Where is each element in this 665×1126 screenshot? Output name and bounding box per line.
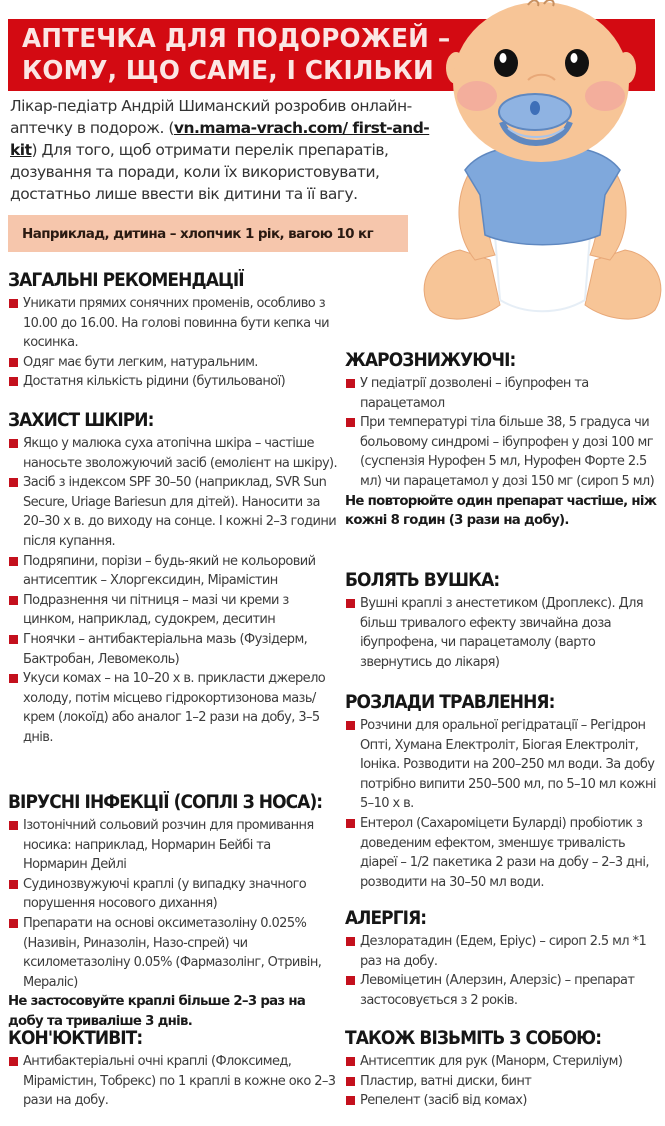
bullet-square-icon xyxy=(346,721,355,730)
example-banner-text: Наприклад, дитина – хлопчик 1 рік, вагою 10 кг xyxy=(22,225,374,242)
kit-link[interactable]: vn.mama-vrach.com/ first-and-kit xyxy=(10,119,430,159)
bullet-square-icon xyxy=(346,937,355,946)
warning-note: Не застосовуйте краплі більше 2–3 раз на добу та триваліше 3 днів. xyxy=(8,994,306,1029)
intro-text-before: Лікар-педіатр Андрій Шиманский розробив онлайн-аптечку в подорож. ( xyxy=(10,97,412,137)
list-item: Ентерол (Сахароміцети Буларді) пробіотик з доведеним ефектом, зменшує тривалість діареї – 1/2 пакетика 2 рази на добу – 2–3 дні, розводити на 30–50 мл води. xyxy=(345,814,660,892)
section-title: ЖАРОЗНИЖУЮЧІ: xyxy=(345,350,516,371)
list-item: Препарати на основі оксиметазоліну 0.025% (Називін, Риназолін, Назо-спрей) чи ксилометазоліну 0.05% (Фармазолінг, Отривін, Мераліс) xyxy=(8,914,338,992)
bullet-square-icon xyxy=(346,819,355,828)
section-general xyxy=(8,270,338,392)
section-title: БОЛЯТЬ ВУШКА: xyxy=(345,570,500,591)
bullet-square-icon xyxy=(9,377,18,386)
list-item: Одяг має бути легким, натуральним. xyxy=(8,353,338,373)
section-antipyretic xyxy=(345,350,660,531)
list-item: Левоміцетин (Алерзин, Алерзіс) – препарат застосовується з 2 років. xyxy=(345,971,660,1010)
left-column xyxy=(8,0,338,1126)
right-column xyxy=(345,0,660,1126)
section-title: ЗАХИСТ ШКІРИ: xyxy=(8,410,154,431)
bullet-square-icon xyxy=(9,299,18,308)
list-item: Укуси комах – на 10–20 х в. прикласти джерело холоду, потім місцево гідрокортизонова мазь/крем (локоїд) або аналог 1–2 рази на добу, 3–5 днів. xyxy=(8,669,338,747)
list-item: Якщо у малюка суха атопічна шкіра – частіше наносьте зволожуючий засіб (емолієнт на шкіру). xyxy=(8,434,338,473)
list-item: Уникати прямих сонячних променів, особливо з 10.00 до 16.00. На голові повинна бути кепка чи косинка. xyxy=(8,294,338,353)
section-conjunctivitis xyxy=(8,1028,338,1111)
warning-note: Не повторюйте один препарат частіше, ніж кожні 8 годин (3 рази на добу). xyxy=(345,493,657,529)
list-item: Пластир, ватні диски, бинт xyxy=(345,1072,660,1092)
section-ears xyxy=(345,570,660,672)
list-item: Засіб з індексом SPF 30–50 (наприклад, SVR Sun Secure, Uriage Bariesun для дітей). Наносити за 20–30 х в. до виходу на сонце. І кожні 2–3 години після купання. xyxy=(8,473,338,551)
list-item: Вушні краплі з анестетиком (Дроплекс). Для більш тривалого ефекту звичайна доза ібупрофена, чи парацетамолу (варто звернутись до лікаря) xyxy=(345,594,660,672)
section-digestion xyxy=(345,692,660,892)
list-item: Репелент (засіб від комах) xyxy=(345,1091,660,1111)
section-title: ЗАГАЛЬНІ РЕКОМЕНДАЦІЇ xyxy=(8,270,244,291)
section-allergy xyxy=(345,908,660,1010)
list-item: Антибактеріальні очні краплі (Флоксимед, Мірамістин, Тобрекс) по 1 краплі в кожне око 2–3 рази на добу. xyxy=(8,1052,338,1111)
list-item: Антисептик для рук (Манорм, Стериліум) xyxy=(345,1052,660,1072)
section-title: ВІРУСНІ ІНФЕКЦІЇ (СОПЛІ З НОСА): xyxy=(8,792,323,813)
page-title-line-1: АПТЕЧКА ДЛЯ ПОДОРОЖЕЙ – xyxy=(22,24,451,54)
section-skin xyxy=(8,410,338,748)
bullet-square-icon xyxy=(9,478,18,487)
bullet-square-icon xyxy=(346,1057,355,1066)
list-item: При температурі тіла більше 38, 5 градуса чи больовому синдромі – ібупрофен у дозі 100 мг (суспензія Нурофен 5 мл, Нурофен Форте 2.5 мл) чи парацетамол у дозі 150 мг (сироп 5 мл) xyxy=(345,413,660,491)
list-item: Судинозвужуючі краплі (у випадку значного порушення носового дихання) xyxy=(8,875,338,914)
list-item: У педіатрії дозволені – ібупрофен та парацетамол xyxy=(345,374,660,413)
section-title: КОН'ЮКТИВІТ: xyxy=(8,1028,143,1049)
bullet-square-icon xyxy=(9,439,18,448)
list-item: Розчини для оральної регідратації – Регідрон Опті, Хумана Електроліт, Біогая Електроліт, Іоніка. Розводити на 200–250 мл води. За добу потрібно випити 250–500 мл, по 5–10 мл кожні 5–10 х в. xyxy=(345,716,660,814)
bullet-square-icon xyxy=(9,919,18,928)
intro-text-after: ) Для того, щоб отримати перелік препаратів, дозування та поради, коли їх використовувати, достатньо лише ввести вік дитини та її вагу. xyxy=(10,141,389,203)
section-also-take xyxy=(345,1028,660,1111)
bullet-square-icon xyxy=(9,358,18,367)
bullet-square-icon xyxy=(346,976,355,985)
bullet-square-icon xyxy=(9,635,18,644)
list-item: Гноячки – антибактеріальна мазь (Фузідерм, Бактробан, Левомеколь) xyxy=(8,630,338,669)
section-title: ТАКОЖ ВІЗЬМІТЬ З СОБОЮ: xyxy=(345,1028,602,1049)
bullet-square-icon xyxy=(9,674,18,683)
section-title: АЛЕРГІЯ: xyxy=(345,908,427,929)
bullet-square-icon xyxy=(9,557,18,566)
bullet-square-icon xyxy=(346,599,355,608)
section-viral xyxy=(8,792,338,1032)
bullet-square-icon xyxy=(346,379,355,388)
section-title: РОЗЛАДИ ТРАВЛЕННЯ: xyxy=(345,692,555,713)
list-item: Подразнення чи пітниця – мазі чи креми з цинком, наприклад, судокрем, деситин xyxy=(8,591,338,630)
bullet-square-icon xyxy=(346,1077,355,1086)
list-item: Достатня кількість рідини (бутильованої) xyxy=(8,372,338,392)
bullet-square-icon xyxy=(346,1096,355,1105)
list-item: Подряпини, порізи – будь-який не кольоровий антисептик – Хлоргексидин, Мірамістин xyxy=(8,552,338,591)
bullet-square-icon xyxy=(9,821,18,830)
bullet-square-icon xyxy=(346,418,355,427)
list-item: Ізотонічний сольовий розчин для промивання носика: наприклад, Нормарин Бейбі та Нормарин Дейлі xyxy=(8,816,338,875)
bullet-square-icon xyxy=(9,596,18,605)
bullet-square-icon xyxy=(9,880,18,889)
page-title-line-2: КОМУ, ЩО САМЕ, І СКІЛЬКИ xyxy=(22,56,434,86)
bullet-square-icon xyxy=(9,1057,18,1066)
list-item: Дезлоратадин (Едем, Еріус) – сироп 2.5 мл *1 раз на добу. xyxy=(345,932,660,971)
